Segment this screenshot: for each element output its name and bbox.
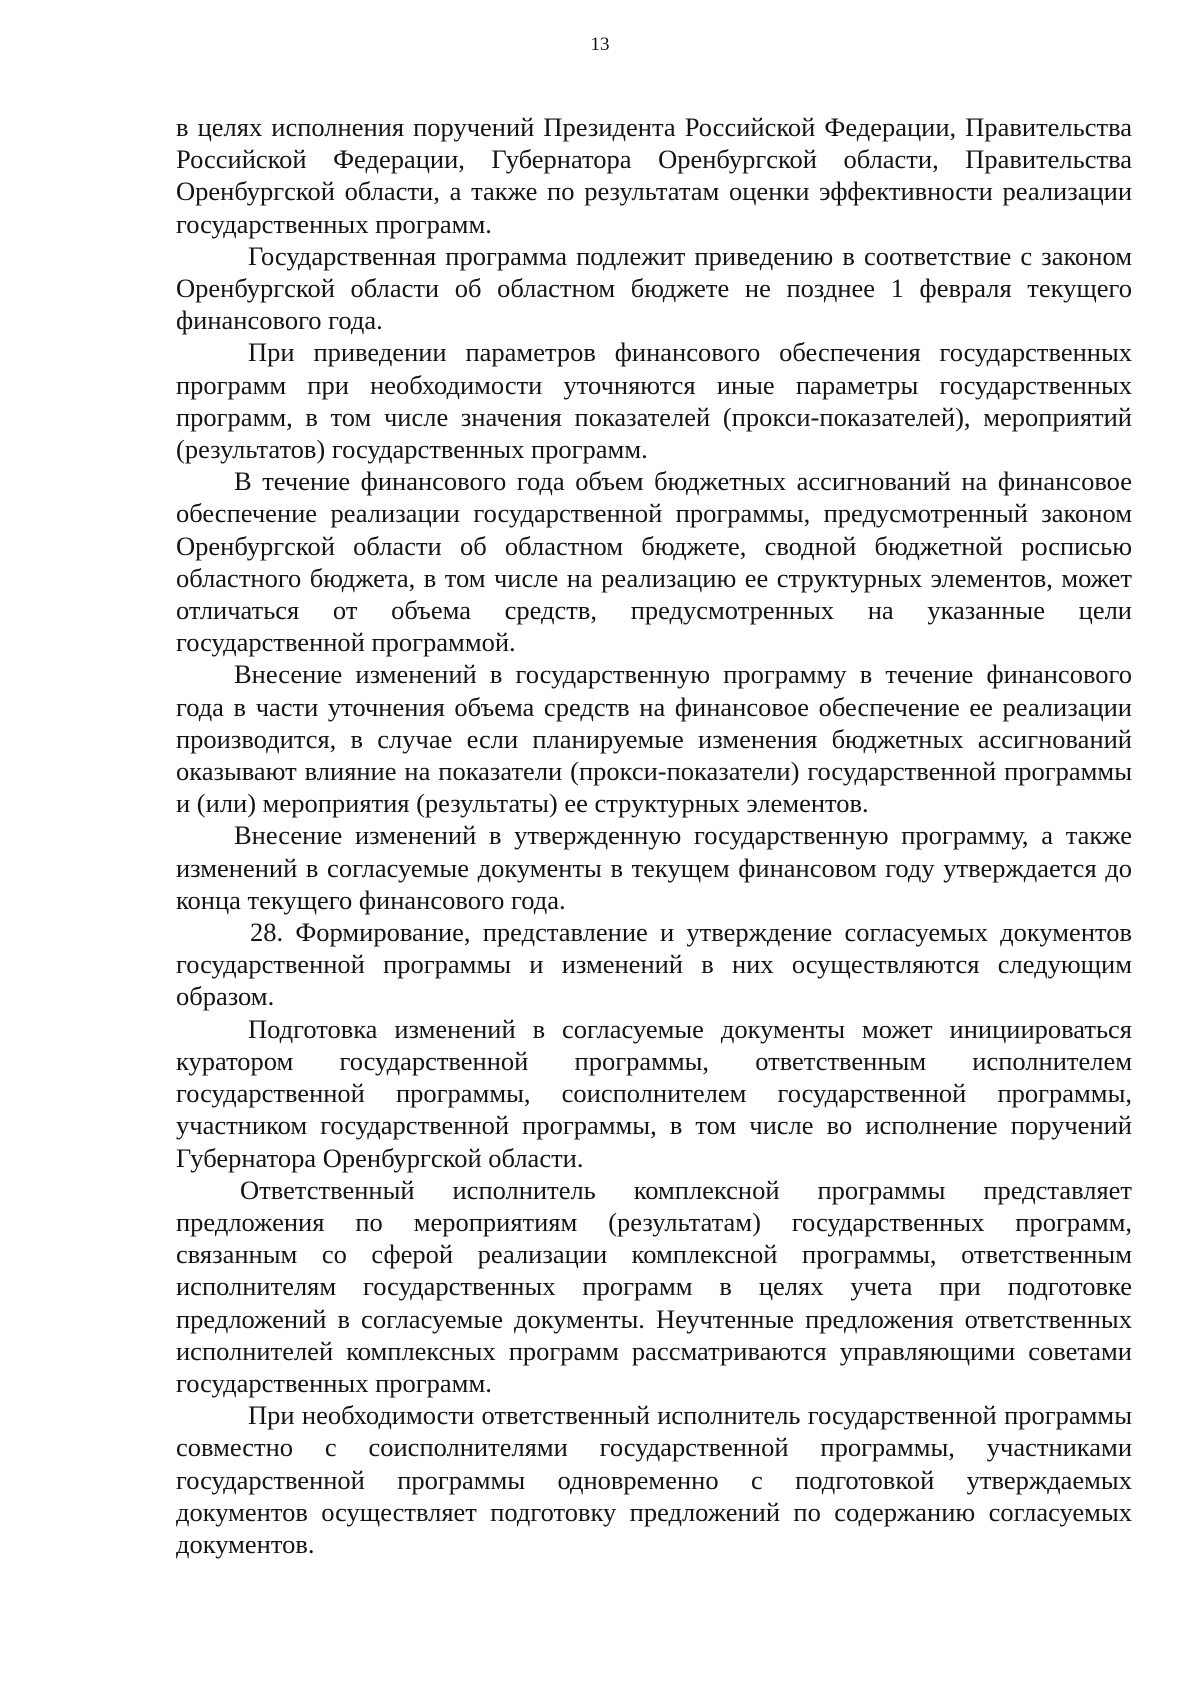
paragraph-program-alignment: Государственная программа подлежит приведению в соответствие с законом Оренбургской области об областном бюджете не позднее 1 февраля текущего финансового года. bbox=[176, 240, 1132, 336]
document-body bbox=[176, 111, 1132, 1560]
paragraph-program-changes: Внесение изменений в государственную программу в течение финансового года в части уточнения объема средств на финансовое обеспечение ее реализации производится, в случае если планируемые изменения бюджетных ассигнований оказывают влияние на показатели (прокси-показатели) государственной программы и (или) мероприятия (результаты) ее структурных элементов. bbox=[176, 659, 1132, 819]
paragraph-initiation: Подготовка изменений в согласуемые документы может инициироваться куратором государственной программы, ответственным исполнителем государственной программы, соисполнителем государственной программы, участником государственной программы, в том числе во исполнение поручений Губернатора Оренбургской области. bbox=[176, 1013, 1132, 1173]
paragraph-budget-volume: В течение финансового года объем бюджетных ассигнований на финансовое обеспечение реализации государственной программы, предусмотренный законом Оренбургской области об областном бюджете, сводной бюджетной росписью областного бюджета, в том числе на реализацию ее структурных элементов, может отличаться от объема средств, предусмотренных на указанные цели государственной программой. bbox=[176, 466, 1132, 658]
paragraph-proposals: При необходимости ответственный исполнитель государственной программы совместно с соисполнителями государственной программы, участниками государственной программы одновременно с подготовкой утверждаемых документов осуществляет подготовку предложений по содержанию согласуемых документов. bbox=[176, 1400, 1132, 1559]
paragraph-item-28: 28. Формирование, представление и утверждение согласуемых документов государственной программы и изменений в них осуществляются следующим образом. bbox=[176, 917, 1132, 1012]
paragraph-approval-changes: Внесение изменений в утвержденную государственную программу, а также изменений в согласуемые документы в текущем финансовом году утверждается до конца текущего финансового года. bbox=[176, 820, 1132, 915]
paragraph-continuation: в целях исполнения поручений Президента Российской Федерации, Правительства Российской Федерации, Губернатора Оренбургской области, Правительства Оренбургской области, а также по результатам оценки эффективности реализации государственных программ. bbox=[176, 112, 1132, 239]
paragraph-complex-program: Ответственный исполнитель комплексной программы представляет предложения по мероприятиям (результатам) государственных программ, связанным со сферой реализации комплексной программы, ответственным исполнителям государственных программ в целях учета при подготовке предложений в согласуемые документы. Неучтенные предложения ответственных исполнителей комплексных программ рассматриваются управляющими советами государственных программ. bbox=[176, 1174, 1132, 1398]
page-number: 13 bbox=[590, 34, 610, 55]
paragraph-parameters: При приведении параметров финансового обеспечения государственных программ при необходимости уточняются иные параметры государственных программ, в том числе значения показателей (прокси-показателей), мероприятий (результатов) государственных программ. bbox=[176, 337, 1132, 465]
